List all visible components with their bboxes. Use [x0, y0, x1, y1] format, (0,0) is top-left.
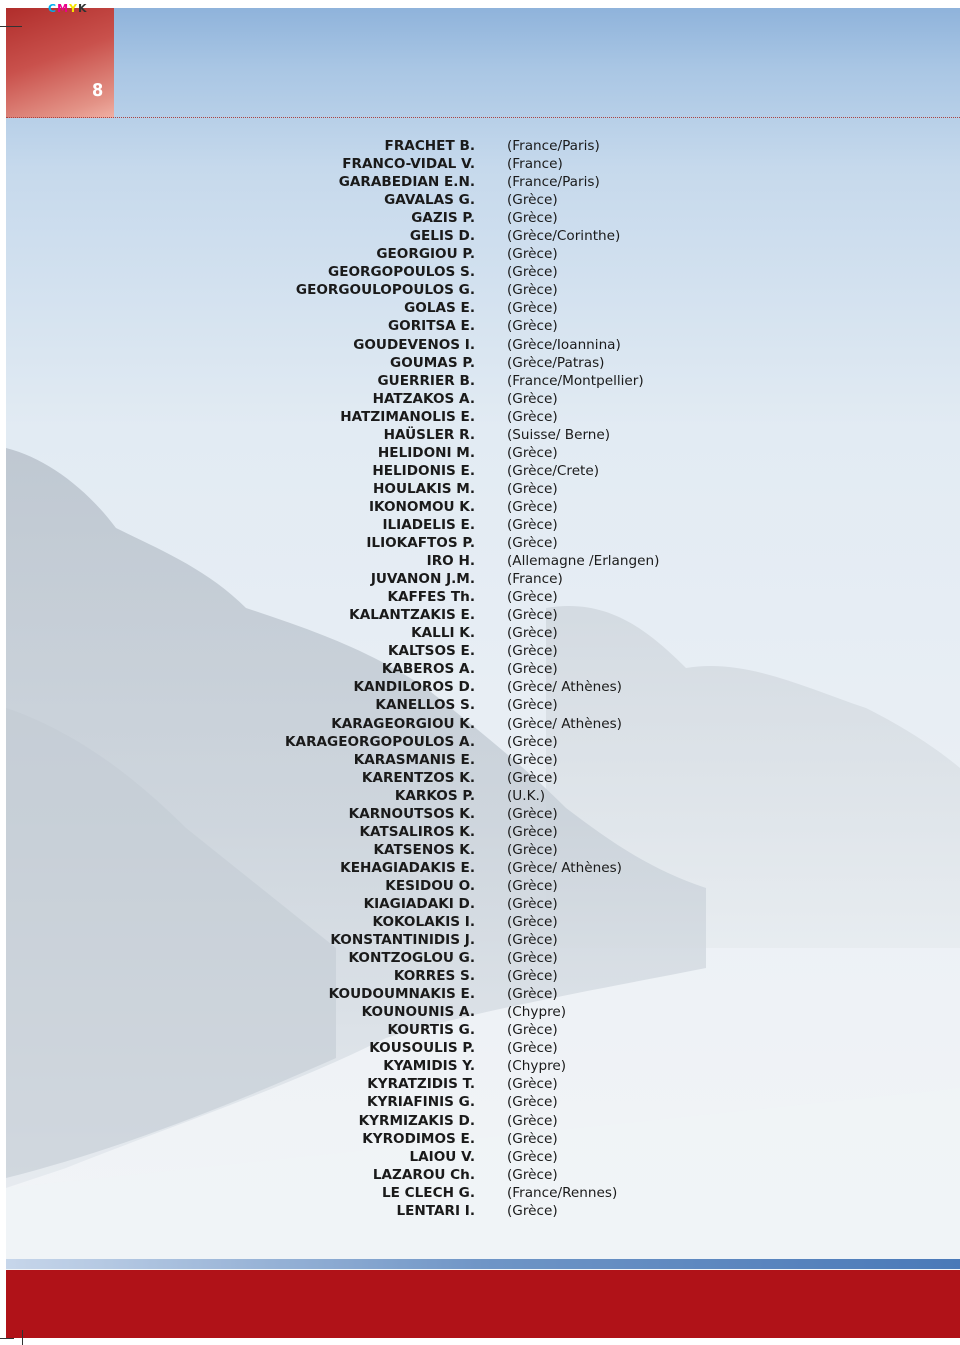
cmyk-y: Y — [69, 2, 78, 15]
list-item — [0, 444, 960, 462]
list-item — [0, 245, 960, 263]
participant-name: KORRES S. — [393, 968, 475, 985]
participant-name: GOUMAS P. — [390, 354, 475, 371]
participant-country: (Grèce) — [507, 1040, 558, 1057]
list-item — [0, 606, 960, 624]
participant-country: (Grèce) — [507, 932, 558, 949]
list-item — [0, 642, 960, 660]
participant-country: (Grèce) — [507, 192, 558, 209]
list-item — [0, 733, 960, 751]
participant-name: GOLAS E. — [404, 300, 475, 317]
list-item — [0, 588, 960, 606]
participant-country: (Grèce) — [507, 769, 558, 786]
participant-country: (Grèce) — [507, 1166, 558, 1183]
participant-name: GEORGOPOULOS S. — [328, 264, 475, 281]
participant-name: GELIS D. — [409, 228, 475, 245]
participant-name: KOUNOUNIS A. — [361, 1004, 475, 1021]
participant-country: (Grèce) — [507, 697, 558, 714]
participant-country: (Grèce/ Athènes) — [507, 859, 622, 876]
participant-name: KALLI K. — [411, 625, 475, 642]
participant-name: JUVANON J.M. — [370, 571, 475, 588]
list-item — [0, 534, 960, 552]
participant-name: GOUDEVENOS I. — [353, 336, 475, 353]
participant-name: KARENTZOS K. — [361, 769, 475, 786]
page-number: 8 — [92, 80, 104, 101]
participant-name: IKONOMOU K. — [368, 498, 475, 515]
participant-name: KATSENOS K. — [373, 841, 475, 858]
crop-mark — [22, 1330, 23, 1345]
list-item — [0, 769, 960, 787]
list-item — [0, 299, 960, 317]
participant-country: (Grèce) — [507, 661, 558, 678]
participant-country: (France/Rennes) — [507, 1184, 618, 1201]
list-item — [0, 263, 960, 281]
list-item — [0, 624, 960, 642]
crop-mark — [0, 1338, 14, 1339]
participant-country: (Allemagne /Erlangen) — [507, 553, 660, 570]
list-item — [0, 1148, 960, 1166]
participant-name: FRACHET B. — [384, 138, 475, 154]
participant-country: (Grèce) — [507, 1076, 558, 1093]
list-item — [0, 678, 960, 696]
participant-name: GAVALAS G. — [384, 192, 475, 209]
participant-name: LENTARI I. — [396, 1202, 475, 1219]
cmyk-k: K — [78, 2, 88, 15]
list-item — [0, 967, 960, 985]
participant-name: KANELLOS S. — [375, 697, 475, 714]
list-item — [0, 191, 960, 209]
list-item — [0, 1021, 960, 1039]
participant-name: KYRMIZAKIS D. — [358, 1112, 475, 1129]
list-item — [0, 317, 960, 335]
participant-country: (Grèce) — [507, 535, 558, 552]
corner-color-block — [6, 8, 114, 118]
participant-name: KARKOS P. — [394, 787, 475, 804]
participant-name: HOULAKIS M. — [373, 480, 475, 497]
list-item — [0, 372, 960, 390]
participant-country: (Grèce) — [507, 1094, 558, 1111]
participant-country: (Grèce) — [507, 498, 558, 515]
list-item — [0, 498, 960, 516]
list-item — [0, 841, 960, 859]
participant-country: (Grèce/Ioannina) — [507, 336, 621, 353]
participant-country: (Grèce) — [507, 841, 558, 858]
list-item — [0, 426, 960, 444]
list-item — [0, 787, 960, 805]
participant-country: (Grèce/ Athènes) — [507, 679, 622, 696]
participant-name: KALTSOS E. — [387, 643, 475, 660]
list-item — [0, 390, 960, 408]
list-item — [0, 696, 960, 714]
list-item — [0, 516, 960, 534]
participant-list — [0, 137, 960, 1220]
list-item — [0, 931, 960, 949]
participant-country: (Grèce) — [507, 823, 558, 840]
participant-country: (Grèce) — [507, 625, 558, 642]
participant-name: KOUDOUMNAKIS E. — [328, 986, 475, 1003]
list-item — [0, 859, 960, 877]
participant-name: FRANCO-VIDAL V. — [342, 156, 475, 173]
participant-name: KOURTIS G. — [387, 1022, 475, 1039]
participant-country: (Grèce/ Athènes) — [507, 715, 622, 732]
participant-country: (Grèce) — [507, 300, 558, 317]
participant-country: (Grèce) — [507, 444, 558, 461]
participant-name: KABEROS A. — [381, 661, 475, 678]
participant-name: HELIDONIS E. — [372, 462, 475, 479]
participant-country: (Grèce) — [507, 408, 558, 425]
participant-name: KARAGEORGIOU K. — [331, 715, 475, 732]
participant-country: (France) — [507, 156, 563, 173]
participant-name: LE CLECH G. — [381, 1184, 475, 1201]
list-item — [0, 877, 960, 895]
participant-country: (Grèce) — [507, 986, 558, 1003]
participant-name: HATZIMANOLIS E. — [340, 408, 475, 425]
participant-name: GEORGOULOPOULOS G. — [295, 282, 475, 299]
list-item — [0, 227, 960, 245]
participant-country: (Chypre) — [507, 1058, 567, 1075]
list-item — [0, 823, 960, 841]
participant-name: KONSTANTINIDIS J. — [330, 932, 475, 949]
participant-country: (Grèce/Corinthe) — [507, 228, 621, 245]
participant-country: (Grèce) — [507, 264, 558, 281]
list-item — [0, 1166, 960, 1184]
list-item — [0, 336, 960, 354]
participant-country: (France/Montpellier) — [507, 372, 644, 389]
footer-blue-band — [6, 1259, 960, 1269]
participant-country: (Grèce) — [507, 1112, 558, 1129]
participant-country: (Suisse/ Berne) — [507, 426, 611, 443]
list-item — [0, 173, 960, 191]
participant-name: HAÜSLER R. — [383, 426, 475, 443]
participant-country: (U.K.) — [507, 787, 546, 804]
list-item — [0, 281, 960, 299]
participant-name: GARABEDIAN E.N. — [338, 174, 475, 191]
participant-name: KYRATZIDIS T. — [367, 1076, 475, 1093]
participant-name: KARASMANIS E. — [353, 751, 475, 768]
participant-name: GUERRIER B. — [377, 372, 475, 389]
participant-country: (France/Paris) — [507, 138, 600, 154]
participant-country: (Grèce) — [507, 805, 558, 822]
participant-country: (Grèce) — [507, 950, 558, 967]
cmyk-registration-mark — [48, 2, 88, 15]
participant-country: (Grèce) — [507, 516, 558, 533]
participant-name: GORITSA E. — [387, 318, 475, 335]
list-item — [0, 1112, 960, 1130]
participant-name: KARAGEORGOPOULOS A. — [285, 733, 475, 750]
participant-name: KIAGIADAKI D. — [363, 895, 475, 912]
participant-name: KATSALIROS K. — [359, 823, 475, 840]
participant-name: KAFFES Th. — [387, 589, 475, 606]
list-item — [0, 155, 960, 173]
cmyk-c: C — [48, 2, 58, 15]
list-item — [0, 805, 960, 823]
list-item — [0, 1003, 960, 1021]
participant-country: (Grèce) — [507, 877, 558, 894]
list-item — [0, 985, 960, 1003]
participant-country: (Grèce) — [507, 751, 558, 768]
crop-mark — [0, 26, 22, 27]
participant-name: KARNOUTSOS K. — [348, 805, 475, 822]
list-item — [0, 1093, 960, 1111]
list-item — [0, 1202, 960, 1220]
participant-country: (Grèce) — [507, 318, 558, 335]
participant-country: (Grèce) — [507, 1148, 558, 1165]
list-item — [0, 1039, 960, 1057]
participant-country: (France/Paris) — [507, 174, 600, 191]
participant-name: KYAMIDIS Y. — [383, 1058, 475, 1075]
participant-name: ILIOKAFTOS P. — [366, 535, 475, 552]
participant-country: (Grèce/Patras) — [507, 354, 605, 371]
participant-country: (France) — [507, 571, 563, 588]
list-item — [0, 480, 960, 498]
participant-country: (Grèce) — [507, 895, 558, 912]
participant-country: (Grèce) — [507, 1130, 558, 1147]
list-item — [0, 1057, 960, 1075]
participant-name: LAIOU V. — [409, 1148, 475, 1165]
participant-name: GEORGIOU P. — [376, 246, 475, 263]
participant-country: (Grèce) — [507, 589, 558, 606]
participant-name: KANDILOROS D. — [353, 679, 475, 696]
participant-name: HELIDONI M. — [377, 444, 475, 461]
list-item — [0, 570, 960, 588]
list-item — [0, 913, 960, 931]
list-item — [0, 1184, 960, 1202]
participant-name: IRO H. — [426, 553, 475, 570]
participant-name: KYRIAFINIS G. — [366, 1094, 475, 1111]
list-item — [0, 1075, 960, 1093]
header-divider — [6, 117, 960, 118]
list-item — [0, 751, 960, 769]
list-item — [0, 715, 960, 733]
list-item — [0, 895, 960, 913]
participant-country: (Grèce) — [507, 607, 558, 624]
list-item — [0, 552, 960, 570]
participant-country: (Chypre) — [507, 1004, 567, 1021]
participant-country: (Grèce) — [507, 643, 558, 660]
participant-country: (Grèce/Crete) — [507, 462, 600, 479]
list-item — [0, 137, 960, 155]
participant-name: KOUSOULIS P. — [369, 1040, 475, 1057]
list-item — [0, 462, 960, 480]
participant-name: KESIDOU O. — [385, 877, 475, 894]
participant-name: HATZAKOS A. — [372, 390, 475, 407]
participant-name: KALANTZAKIS E. — [349, 607, 475, 624]
participant-country: (Grèce) — [507, 480, 558, 497]
participant-country: (Grèce) — [507, 210, 558, 227]
list-item — [0, 949, 960, 967]
list-item — [0, 408, 960, 426]
participant-name: ILIADELIS E. — [382, 516, 475, 533]
participant-country: (Grèce) — [507, 246, 558, 263]
participant-name: KONTZOGLOU G. — [348, 950, 475, 967]
list-item — [0, 660, 960, 678]
participant-country: (Grèce) — [507, 390, 558, 407]
cmyk-m: M — [57, 2, 70, 15]
list-item — [0, 1130, 960, 1148]
participant-country: (Grèce) — [507, 914, 558, 931]
participant-name: KEHAGIADAKIS E. — [340, 859, 475, 876]
participant-name: GAZIS P. — [411, 210, 475, 227]
footer-red-band — [6, 1270, 960, 1338]
list-item — [0, 354, 960, 372]
participant-country: (Grèce) — [507, 733, 558, 750]
participant-country: (Grèce) — [507, 968, 558, 985]
participant-name: LAZAROU Ch. — [372, 1166, 475, 1183]
participant-country: (Grèce) — [507, 282, 558, 299]
participant-country: (Grèce) — [507, 1022, 558, 1039]
participant-country: (Grèce) — [507, 1202, 558, 1219]
participant-name: KOKOLAKIS I. — [372, 914, 475, 931]
participant-name: KYRODIMOS E. — [362, 1130, 475, 1147]
list-item — [0, 209, 960, 227]
